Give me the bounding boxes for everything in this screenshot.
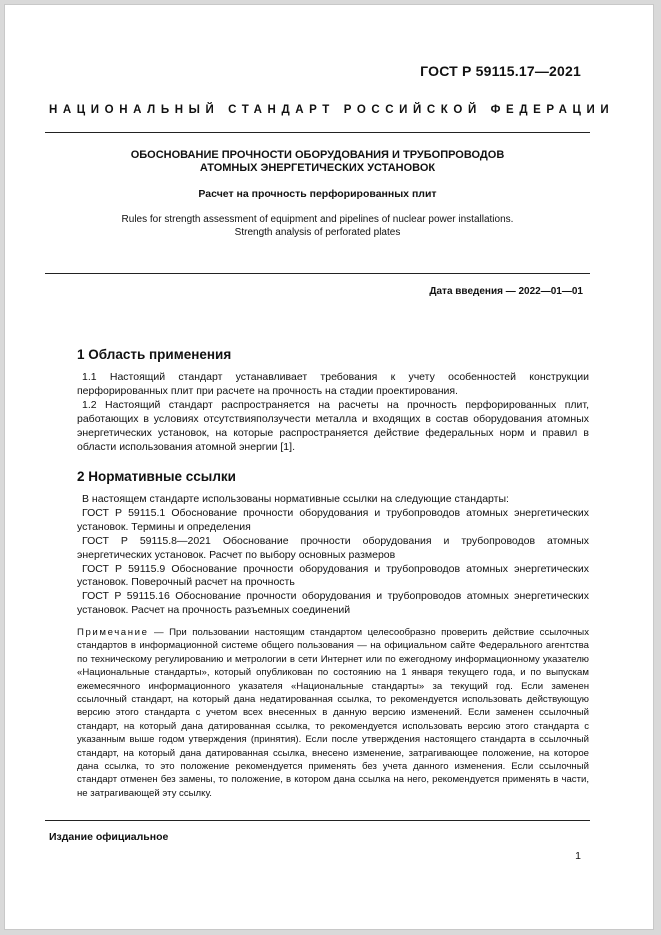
note-label: Примечание xyxy=(77,627,149,638)
title-en-line-1: Rules for strength assessment of equipment and pipelines of nuclear power installations. xyxy=(121,214,514,225)
document-page xyxy=(4,4,654,930)
reference-item: ГОСТ Р 59115.1 Обоснование прочности оборудования и трубопроводов атомных энергетических установок. Термины и определения xyxy=(77,506,589,533)
section-2-heading: 2 Нормативные ссылки xyxy=(77,469,236,484)
title-ru-line-2: АТОМНЫХ ЭНЕРГЕТИЧЕСКИХ УСТАНОВОК xyxy=(199,162,436,174)
title-ru xyxy=(45,149,590,175)
paragraph-1-2: 1.2 Настоящий стандарт распространяется на расчеты на прочность перфорированных плит, работающих в условиях отсутствияползучести металла и входящих в состав оборудования атомных энергетических установок, на которые распространяется действие федеральных норм и правил в области использования атомной энергии [1]. xyxy=(77,398,589,453)
header-rule xyxy=(45,132,590,133)
title-ru-line-1: ОБОСНОВАНИЕ ПРОЧНОСТИ ОБОРУДОВАНИЯ И ТРУБОПРОВОДОВ xyxy=(130,149,505,161)
document-code: ГОСТ Р 59115.17—2021 xyxy=(420,63,581,79)
title-en-line-2: Strength analysis of perforated plates xyxy=(234,226,401,238)
reference-item: ГОСТ Р 59115.16 Обоснование прочности оборудования и трубопроводов атомных энергетических установок. Расчет на прочность разъемных соединений xyxy=(77,590,589,617)
page-number: 1 xyxy=(575,850,581,862)
official-edition-label: Издание официальное xyxy=(49,831,169,843)
section-2-body xyxy=(77,493,589,618)
title-rule xyxy=(45,273,590,274)
title-en xyxy=(45,214,590,239)
subtitle-ru: Расчет на прочность перфорированных плит xyxy=(198,188,437,200)
note-text: — При пользовании настоящим стандартом целесообразно проверить действие ссылочных стандартов в информационной системе общего пользования — на официальном сайте Федерального агентства по техническому регулированию и метрологии в сети Интернет или по ежегодному информационному указателю «Национальные стандарты», который опубликован по состоянию на 1 января текущего года, и по выпускам ежемесячного информационного указателя «Национальные стандарты» за текущий год. Если заменен ссылочный стандарт, на который дана недатированная ссылка, то рекомендуется использовать действующую версию этого стандарта с учетом всех внесенных в данную версию изменений. Если заменен ссылочный стандарт, на который дана датированная ссылка, то рекомендуется использовать версию этого стандарта с указанным выше годом утверждения (принятия). Если после утверждения настоящего стандарта в ссылочный стандарт, на который дана датированная ссылка, внесено изменение, затрагивающее положение, на которое дана ссылка, то это положение рекомендуется применять без учета данного изменения. Если ссылочный стандарт отменен без замены, то положение, в котором дана ссылка на него, рекомендуется применять в части, не затрагивающей эту ссылку. xyxy=(77,627,589,799)
reference-item: ГОСТ Р 59115.8—2021 Обоснование прочности оборудования и трубопроводов атомных энергетических установок. Расчет по выбору основных размеров xyxy=(77,534,589,561)
references-intro: В настоящем стандарте использованы нормативные ссылки на следующие стандарты: xyxy=(82,493,509,505)
footer-rule xyxy=(45,820,590,821)
section-1-body xyxy=(77,371,589,454)
reference-item: ГОСТ Р 59115.9 Обоснование прочности оборудования и трубопроводов атомных энергетических установок. Поверочный расчет на прочность xyxy=(77,562,589,589)
effective-date: Дата введения — 2022—01—01 xyxy=(429,286,583,297)
references-note xyxy=(77,626,589,800)
paragraph-1-1: 1.1 Настоящий стандарт устанавливает требования к учету особенностей конструкции перфорированных плит при расчете на прочность на стадии проектирования. xyxy=(77,371,589,397)
national-standard-banner: НАЦИОНАЛЬНЫЙ СТАНДАРТ РОССИЙСКОЙ ФЕДЕРАЦИИ xyxy=(49,104,615,116)
section-1-heading: 1 Область применения xyxy=(77,347,232,362)
